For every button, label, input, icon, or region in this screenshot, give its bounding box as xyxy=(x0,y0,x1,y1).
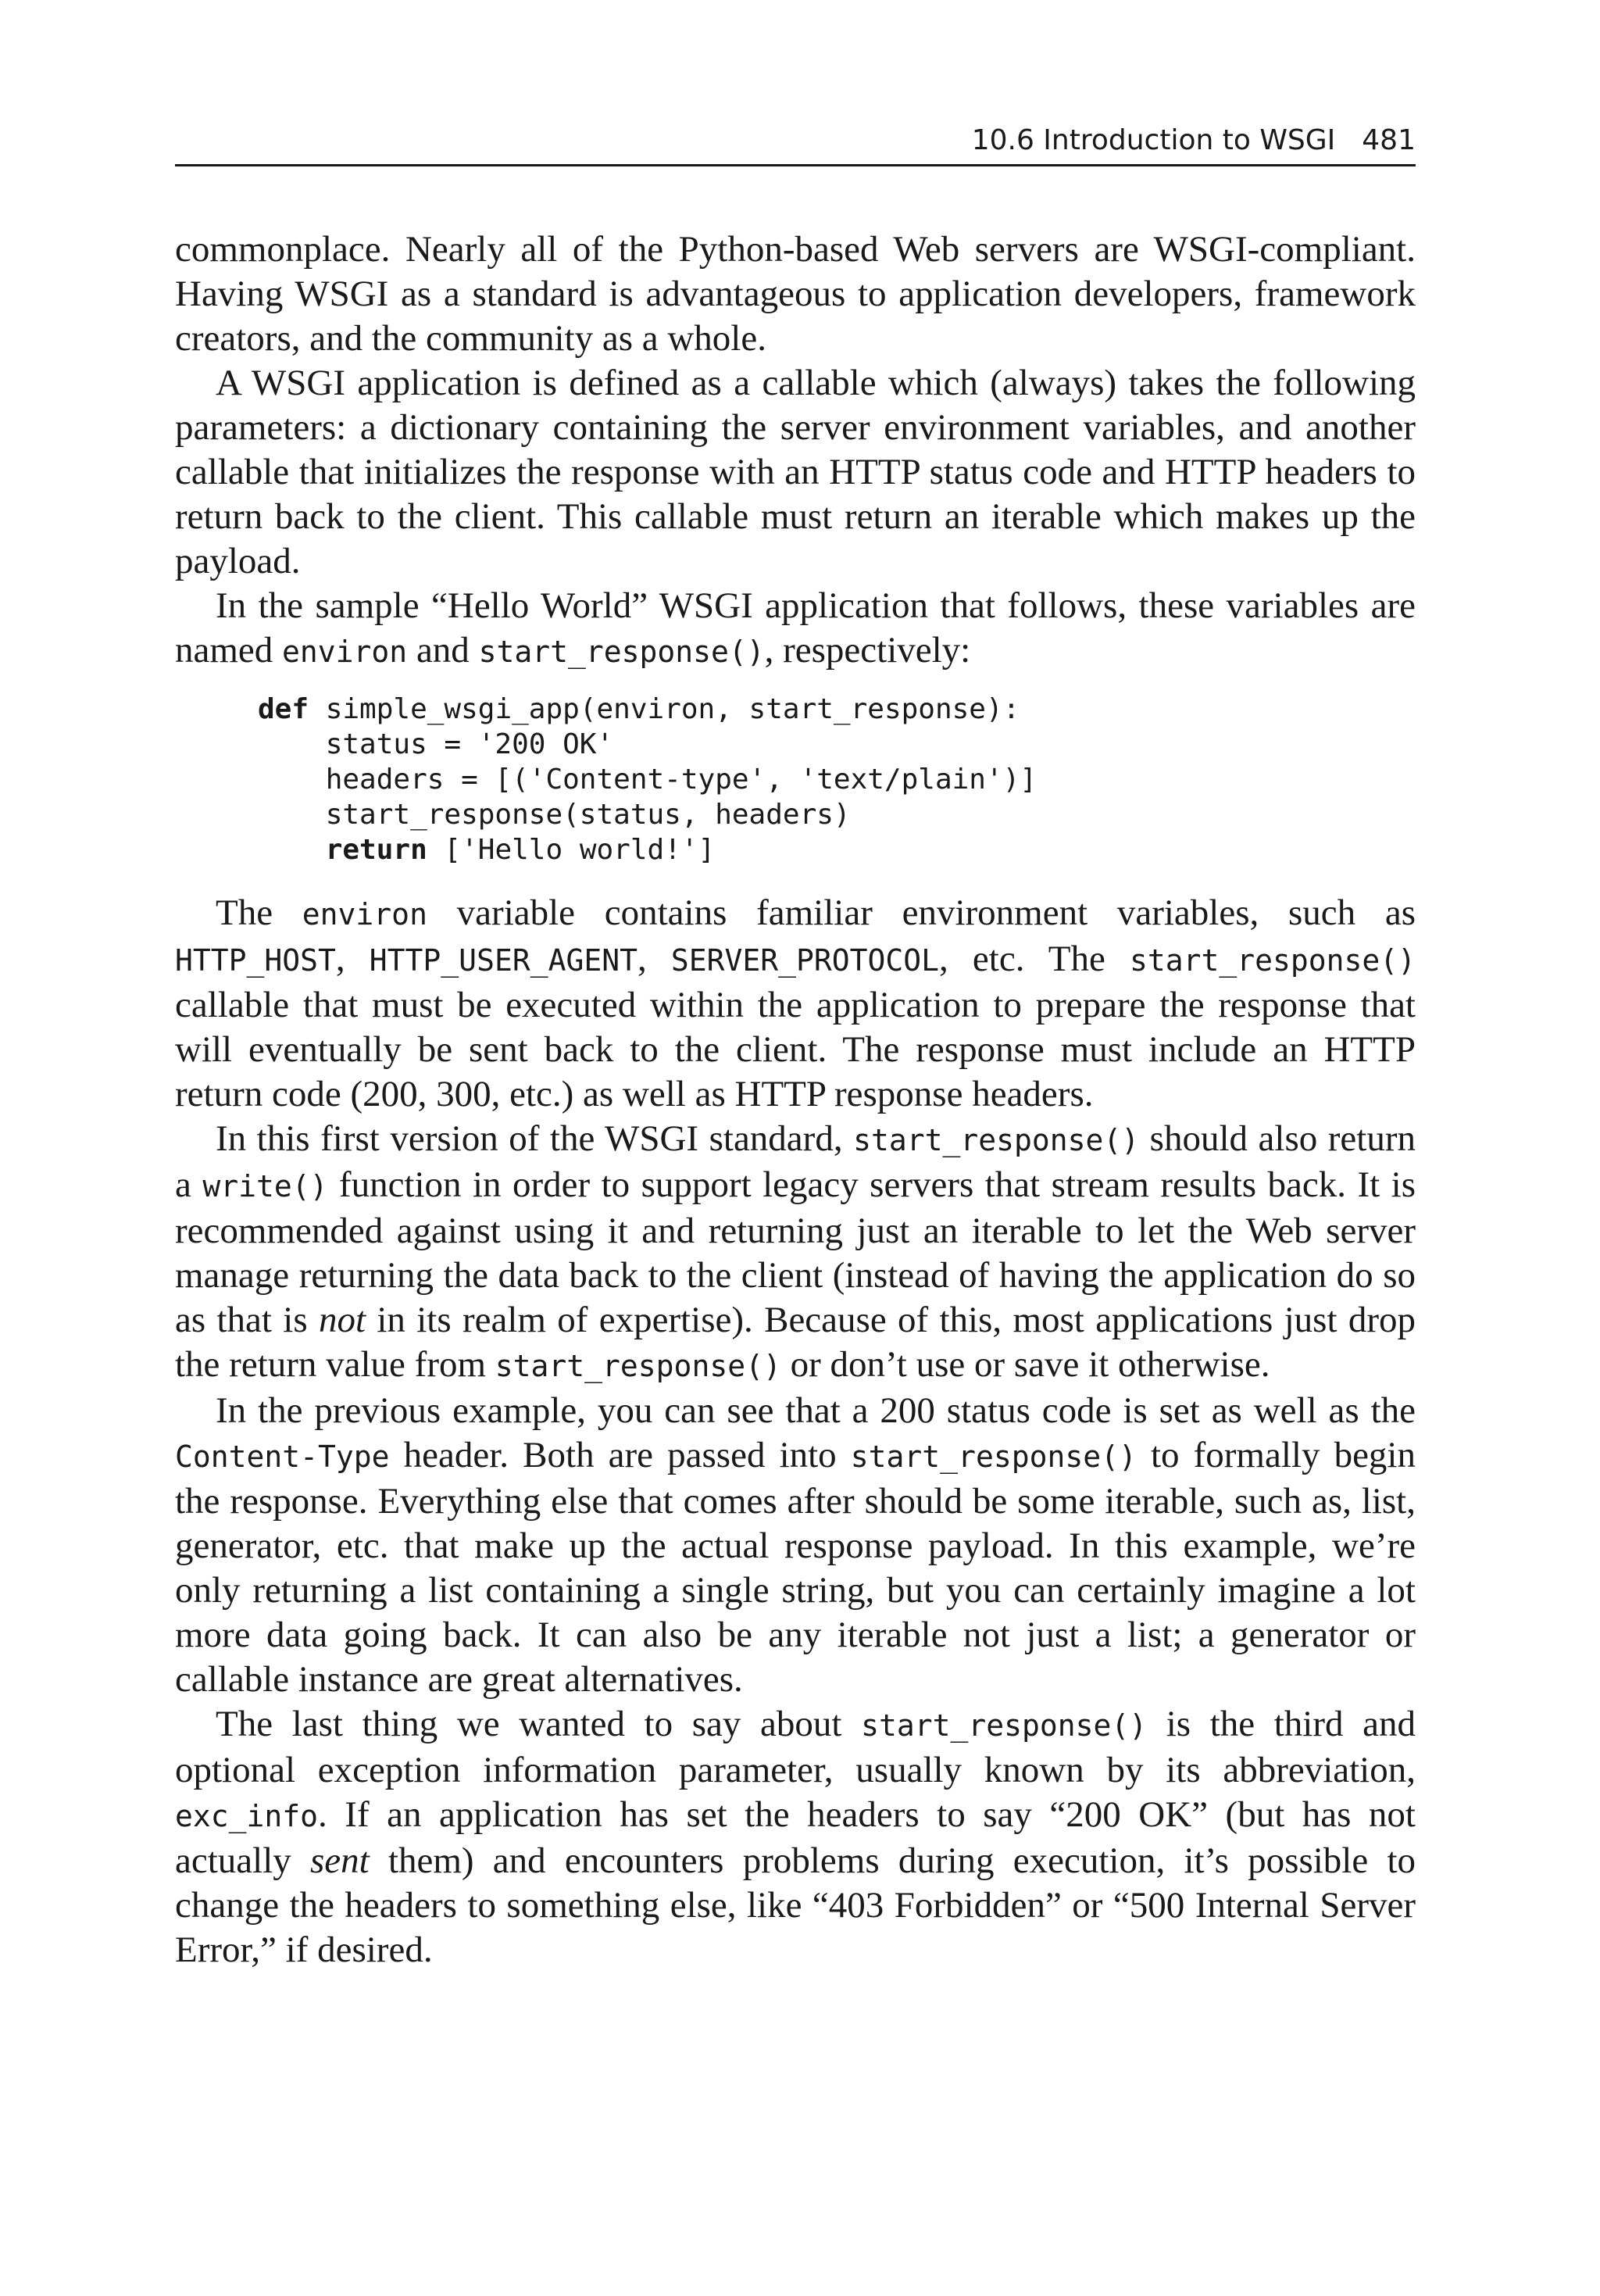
p5-text: In this first version of the WSGI standard, xyxy=(216,1118,854,1159)
p4-text: The xyxy=(216,892,302,933)
p3-text: and xyxy=(407,630,479,671)
p7-text: is the third and optional exception information parameter, usually known by its abbreviation, xyxy=(175,1704,1416,1790)
code-line-4: start_response(status, headers) xyxy=(258,799,851,831)
p5-text: function in order to support legacy servers that stream results back. It is recommended against using it and returning just an iterable to let the Web server manage returning the data back to the client (instead of having the application do so as that is xyxy=(175,1164,1416,1340)
p4-text: , xyxy=(637,939,671,979)
code-line-3: headers = [('Content-type', 'text/plain')] xyxy=(258,764,1037,796)
page-number: 481 xyxy=(1362,124,1416,156)
inline-code: start_response() xyxy=(861,1708,1148,1743)
p4-text: callable that must be executed within the application to prepare the response that will eventually be sent back to the client. The response must include an HTTP return code (200, 300, etc.) as well as HTTP response headers. xyxy=(175,985,1416,1114)
code-text: ['Hello world!'] xyxy=(427,834,716,866)
code-block xyxy=(258,692,1416,867)
emphasis: not xyxy=(318,1300,366,1340)
inline-code: SERVER_PROTOCOL xyxy=(670,943,940,978)
body-text xyxy=(175,227,1416,1972)
inline-code: HTTP_HOST xyxy=(175,943,336,978)
paragraph-4 xyxy=(175,891,1416,1117)
p5-text: in its realm of expertise). Because of this, most applications just drop the return value from xyxy=(175,1300,1416,1385)
code-keyword: return xyxy=(325,834,427,866)
inline-code: start_response() xyxy=(478,635,765,669)
code-line-1 xyxy=(258,692,1416,727)
p6-text: header. Both are passed into xyxy=(389,1435,851,1475)
p6-text: to formally begin the response. Everything else that comes after should be some iterable, such as, list, generator, etc. that make up the actual response payload. In this example, we’re only returning a list containing a single string, but you can certainly imagine a lot more data going back. It can also be any iterable not just a list; a generator or callable instance are great alternatives. xyxy=(175,1435,1416,1700)
p3-text: In the sample “Hello World” WSGI application that follows, these variables are named xyxy=(175,585,1416,671)
inline-code: Content-Type xyxy=(175,1439,390,1474)
inline-code: start_response() xyxy=(850,1439,1137,1474)
p7-text: . If an application has set the headers to say “200 OK” (but has not actually xyxy=(175,1794,1416,1881)
code-line-5 xyxy=(258,832,1416,867)
paragraph-3 xyxy=(175,584,1416,674)
code-line-2: status = '200 OK' xyxy=(258,728,614,760)
inline-code: environ xyxy=(302,897,427,932)
p7-text: them) and encounters problems during execution, it’s possible to change the headers to something else, like “403 Forbidden” or “500 Internal Server Error,” if desired. xyxy=(175,1840,1416,1970)
p4-text: , xyxy=(335,939,370,979)
paragraph-5 xyxy=(175,1117,1416,1389)
inline-code: start_response() xyxy=(495,1349,781,1383)
p5-text: should also return a xyxy=(175,1118,1416,1205)
paragraph-6 xyxy=(175,1389,1416,1702)
p4-text: , etc. The xyxy=(939,939,1130,979)
section-title: 10.6 Introduction to WSGI xyxy=(971,124,1336,156)
paragraph-2: A WSGI application is defined as a callable which (always) takes the following parameters: a dictionary containing the server environment variables, and another callable that initializes the response with an HTTP status code and HTTP headers to return back to the client. This callable must return an iterable which makes up the payload. xyxy=(175,363,1416,581)
inline-code: environ xyxy=(282,635,408,669)
inline-code: start_response() xyxy=(1129,943,1416,978)
inline-code: write() xyxy=(202,1169,328,1203)
book-page xyxy=(175,117,1416,1972)
running-head xyxy=(175,117,1416,166)
paragraph-7 xyxy=(175,1702,1416,1972)
inline-code: exc_info xyxy=(175,1799,319,1833)
p6-text: In the previous example, you can see that a 200 status code is set as well as the xyxy=(216,1390,1416,1431)
p5-text: or don’t use or save it otherwise. xyxy=(780,1344,1270,1385)
p4-text: variable contains familiar environment variables, such as xyxy=(427,892,1416,933)
p3-text: , respectively: xyxy=(764,630,971,671)
code-indent xyxy=(258,834,326,866)
code-keyword: def xyxy=(258,693,309,725)
p7-text: The last thing we wanted to say about xyxy=(216,1704,862,1744)
emphasis: sent xyxy=(310,1840,370,1881)
paragraph-1: commonplace. Nearly all of the Python-based Web servers are WSGI-compliant. Having WSGI as a standard is advantageous to application developers, framework creators, and the community as a whole. xyxy=(175,229,1416,359)
inline-code: start_response() xyxy=(853,1123,1140,1157)
code-text: simple_wsgi_app(environ, start_response): xyxy=(309,693,1020,725)
inline-code: HTTP_USER_AGENT xyxy=(369,943,638,978)
